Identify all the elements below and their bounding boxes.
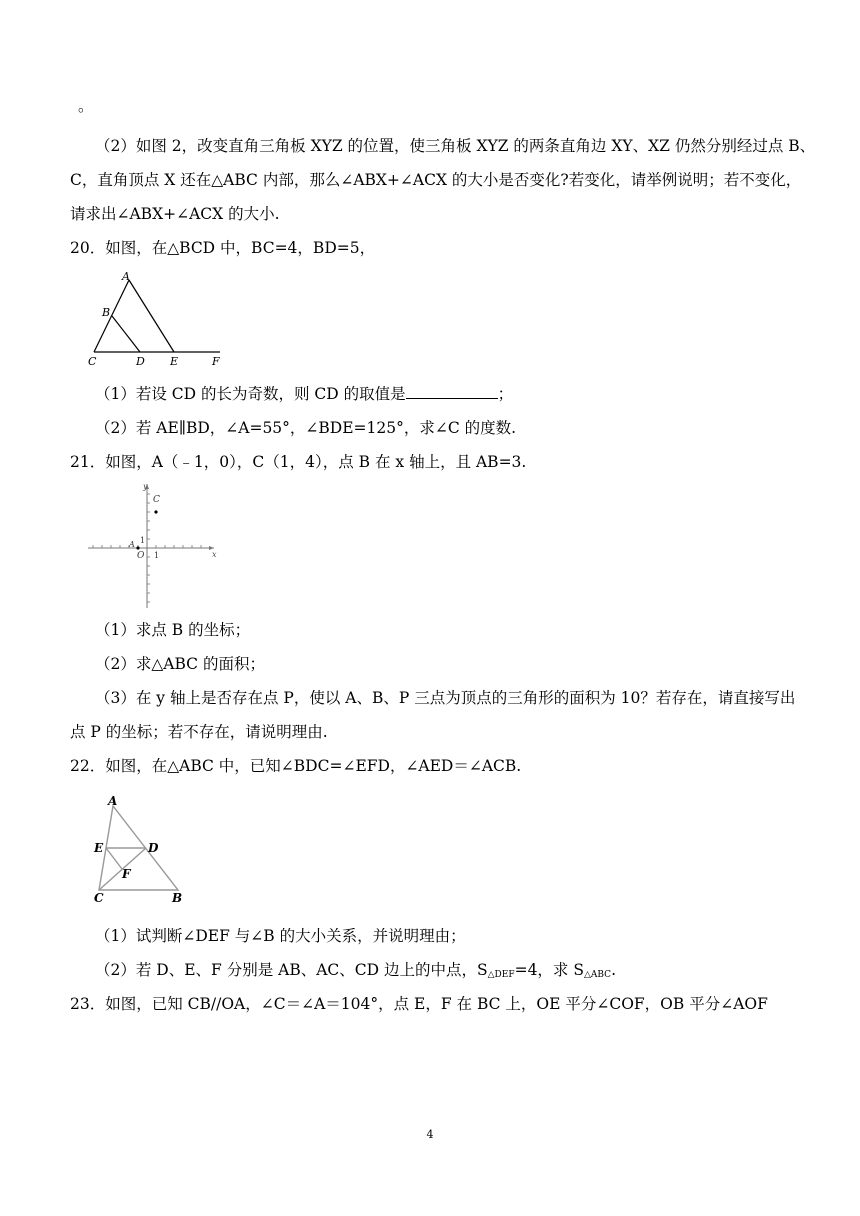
label-O: O <box>137 551 145 561</box>
question-20: 20．如图，在△BCD 中，BC=4，BD=5， <box>70 239 376 257</box>
page-number: 4 <box>426 1128 434 1141</box>
label-F: F <box>212 355 220 368</box>
question-22-part-2 <box>95 960 616 985</box>
question-21-part-3-cont: 点 P 的坐标；若不存在，请说明理由. <box>70 723 328 741</box>
text-span: （2）若 D、E、F 分别是 AB、AC、CD 边上的中点，S <box>95 961 488 979</box>
figure-20 <box>84 268 234 372</box>
question-20-part-2: （2）若 AE∥BD，∠A=55°，∠BDE=125°，求∠C 的度数. <box>95 419 517 437</box>
label-F: F <box>122 867 131 881</box>
text-line: 。 <box>78 97 94 115</box>
question-21-part-1: （1）求点 B 的坐标； <box>95 621 251 639</box>
label-A: A <box>129 540 135 549</box>
label-A: A <box>122 270 130 283</box>
label-A: A <box>108 794 118 808</box>
tick-label-x-1: 1 <box>154 551 160 560</box>
text-span: ； <box>497 385 514 403</box>
text-span: （1）若设 CD 的长为奇数，则 CD 的取值是 <box>95 385 406 403</box>
axis-label-x: x <box>212 550 217 559</box>
label-E: E <box>170 355 179 368</box>
subscript: △DEF <box>487 970 515 980</box>
label-B: B <box>102 306 111 319</box>
text-line: 请求出∠ABX+∠ACX 的大小. <box>70 205 280 223</box>
axis-label-y: y <box>143 482 148 491</box>
subscript: △ABC <box>583 970 612 980</box>
question-22: 22．如图，在△ABC 中，已知∠BDC=∠EFD，∠AED＝∠ACB. <box>70 757 522 775</box>
label-C: C <box>153 495 160 505</box>
label-B: B <box>172 891 183 905</box>
figure-21 <box>86 480 226 610</box>
answer-blank <box>406 384 498 399</box>
text-line: （2）如图 2，改变直角三角板 XYZ 的位置，使三角板 XYZ 的两条直角边 XY、XZ 仍然分别经过点 B、 <box>95 137 816 155</box>
figure-22 <box>86 790 196 908</box>
label-D: D <box>148 841 159 855</box>
tick-label-y-1: 1 <box>140 536 146 545</box>
text-line: C，直角顶点 X 还在△ABC 内部，那么∠ABX+∠ACX 的大小是否变化?若变化，请举例说明；若不变化， <box>70 171 802 189</box>
text-span: . <box>611 961 617 979</box>
label-E: E <box>94 841 104 855</box>
question-23: 23．如图，已知 CB//OA，∠C＝∠A＝104°，点 E，F 在 BC 上，OE 平分∠COF，OB 平分∠AOF <box>70 995 768 1013</box>
question-21: 21．如图，A（﹣1，0），C（1，4），点 B 在 x 轴上，且 AB=3. <box>70 453 527 471</box>
question-21-part-3: （3）在 y 轴上是否存在点 P，使以 A、B、P 三点为顶点的三角形的面积为 10？若存在，请直接写出 <box>95 689 796 707</box>
label-C: C <box>88 355 97 368</box>
text-span: =4，求 S <box>514 961 584 979</box>
question-21-part-2: （2）求△ABC 的面积； <box>95 655 265 673</box>
question-22-part-1: （1）试判断∠DEF 与∠B 的大小关系，并说明理由； <box>95 927 466 945</box>
label-D: D <box>136 355 145 368</box>
label-C: C <box>94 891 104 905</box>
question-20-part-1 <box>95 384 513 404</box>
